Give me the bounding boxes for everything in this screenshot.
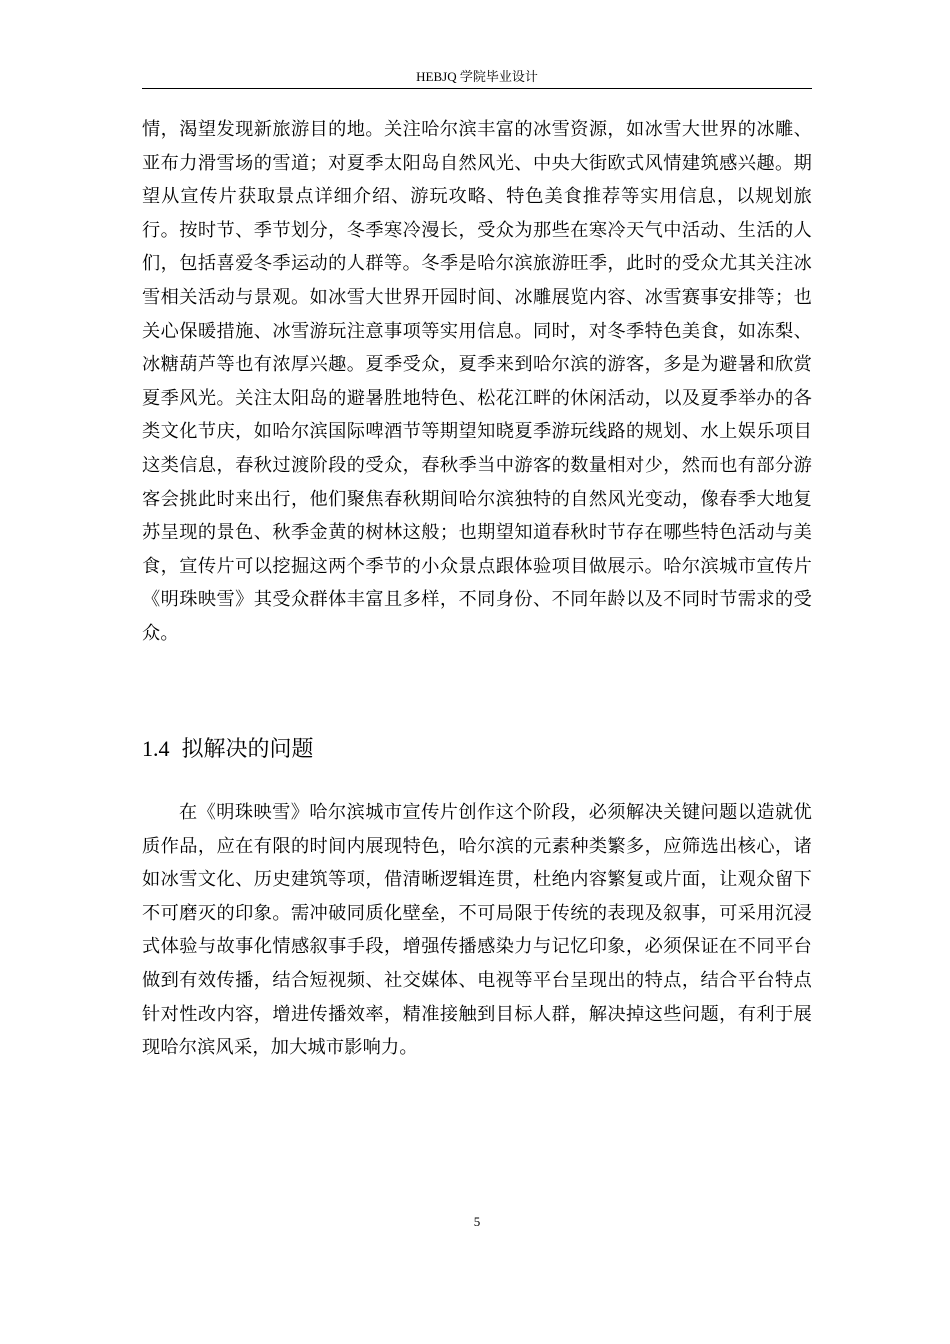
section-number: 1.4 (142, 736, 170, 761)
body-paragraph-2: 在《明珠映雪》哈尔滨城市宣传片创作这个阶段，必须解决关键问题以造就优质作品，应在有限的时间内展现特色，哈尔滨的元素种类繁多，应筛选出核心，诸如冰雪文化、历史建筑等项，借清晰逻辑连贯，杜绝内容繁复或片面，让观众留下不可磨灭的印象。需冲破同质化壁垒，不可局限于传统的表现及叙事，可采用沉浸式体验与故事化情感叙事手段，增强传播感染力与记忆印象，必须保证在不同平台做到有效传播，结合短视频、社交媒体、电视等平台呈现出的特点，结合平台特点针对性改内容，增进传播效率，精准接触到目标人群，解决掉这些问题，有利于展现哈尔滨风采，加大城市影响力。 (142, 802, 812, 1059)
section-title: 拟解决的问题 (181, 737, 314, 762)
running-header: HEBJQ 学院毕业设计 (416, 69, 538, 84)
body-paragraph-1: 情，渴望发现新旅游目的地。关注哈尔滨丰富的冰雪资源，如冰雪大世界的冰雕、亚布力滑雪场的雪道；对夏季太阳岛自然风光、中央大街欧式风情建筑感兴趣。期望从宣传片获取景点详细介绍、游玩攻略、特色美食推荐等实用信息，以规划旅行。按时节、季节划分，冬季寒冷漫长，受众为那些在寒冷天气中活动、生活的人们，包括喜爱冬季运动的人群等。冬季是哈尔滨旅游旺季，此时的受众尤其关注冰雪相关活动与景观。如冰雪大世界开园时间、冰雕展览内容、冰雪赛事安排等；也关心保暖措施、冰雪游玩注意事项等实用信息。同时，对冬季特色美食，如冻梨、冰糖葫芦等也有浓厚兴趣。夏季受众，夏季来到哈尔滨的游客，多是为避暑和欣赏夏季风光。关注太阳岛的避暑胜地特色、松花江畔的休闲活动，以及夏季举办的各类文化节庆，如哈尔滨国际啤酒节等期望知晓夏季游玩线路的规划、水上娱乐项目这类信息，春秋过渡阶段的受众，春秋季当中游客的数量相对少，然而也有部分游客会挑此时来出行，他们聚焦春秋期间哈尔滨独特的自然风光变动，像春季大地复苏呈现的景色、秋季金黄的树林这般；也期望知道春秋时节存在哪些特色活动与美食，宣传片可以挖掘这两个季节的小众景点跟体验项目做展示。哈尔滨城市宣传片《明珠映雪》其受众群体丰富且多样，不同身份、不同年龄以及不同时节需求的受众。 (142, 119, 812, 644)
section-heading (142, 731, 314, 768)
page-number: 5 (473, 1214, 481, 1229)
header-rule (142, 88, 812, 89)
